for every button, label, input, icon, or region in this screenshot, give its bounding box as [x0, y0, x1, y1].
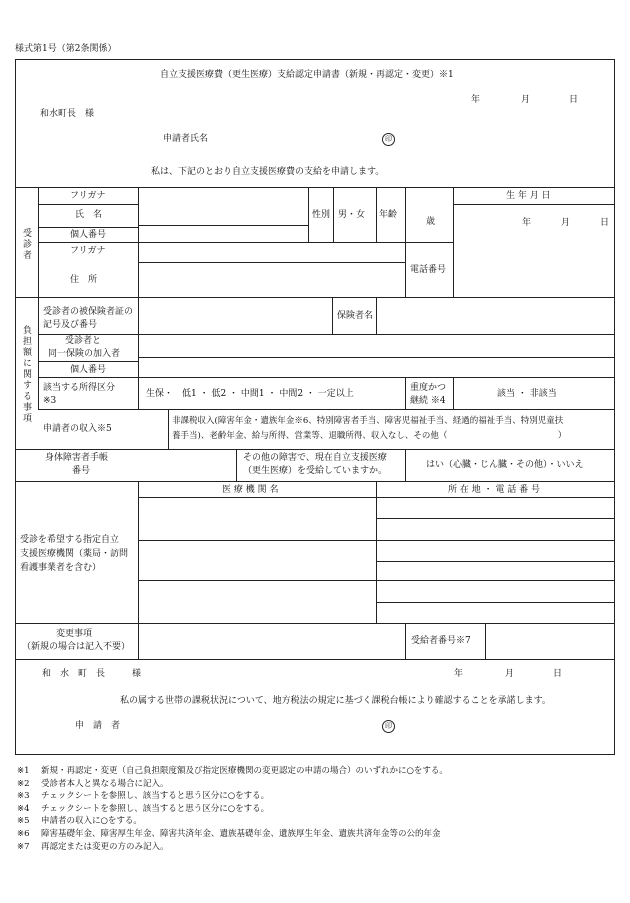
institution-name-header: 医 療 機 関 名	[222, 485, 279, 495]
birth-day: 日	[600, 218, 610, 228]
footnote	[17, 817, 142, 826]
change-label: 変更事項	[56, 629, 93, 639]
birth-year: 年	[522, 218, 532, 228]
footnote-key: ※3	[17, 791, 30, 802]
name-label: 氏 名	[75, 210, 103, 220]
footnote-text: 申請者の収入に○をする。	[41, 816, 142, 827]
footnote-text: 新規・再認定・変更（自己負担限度額及び指定医療機関の変更認定の申請の場合）のいずれかに○をする。	[41, 766, 448, 776]
insurer-name-label: 保険者名	[337, 311, 374, 321]
severe-label2: 継続 ※4	[410, 396, 446, 406]
footnote	[17, 780, 169, 789]
header-day: 日	[569, 95, 579, 105]
footnote-key: ※6	[17, 829, 30, 839]
burden-section-label: 負担額に関する事項	[21, 325, 31, 424]
birth-month: 月	[561, 218, 571, 228]
consent-seal: 印	[382, 720, 395, 733]
form-title: 自立支援医療費（更生医療）支給認定申請書（新規・再認定・変更）※1	[160, 70, 454, 80]
patient-section-label: 受診者	[21, 228, 31, 261]
change-note: （新規の場合は記入不要）	[22, 642, 131, 652]
applicant-name-label: 申請者氏名	[163, 134, 209, 144]
sex-value[interactable]: 男・女	[338, 210, 366, 220]
same-insurance-line3: 個人番号	[70, 365, 107, 375]
phone-label: 電話番号	[410, 265, 447, 275]
footnote	[17, 767, 448, 776]
disability-cert-number: 番号	[72, 466, 91, 476]
furigana-label: フリガナ	[70, 191, 106, 201]
address-label: 住 所	[70, 275, 98, 285]
footnote-key: ※2	[17, 778, 30, 789]
id-number-label: 個人番号	[70, 230, 107, 240]
institution-label-2: 支援医療機関（薬局・訪問	[20, 549, 129, 559]
form-id: 様式第1号（第2条関係）	[15, 44, 117, 54]
applicant-seal: 印	[382, 133, 395, 146]
footnote-text: 障害基礎年金、障害厚生年金、障害共済年金、遺族基礎年金、遺族厚生年金、遺族共済年金等の公的年金	[41, 829, 441, 839]
footnote-text: 受診者本人と異なる場合に記入。	[41, 778, 169, 789]
institution-address-header: 所 在 地 ・ 電 話 番 号	[448, 485, 541, 495]
insurance-card-label: 受診者の被保険者証の記号及び番号	[43, 307, 134, 330]
age-label: 年齢	[379, 210, 398, 220]
sex-label: 性別	[312, 210, 331, 220]
footnote-text: 再認定または変更の方のみ記入。	[41, 841, 169, 852]
footnote	[17, 830, 441, 839]
footnote	[17, 792, 269, 801]
other-disability-answer[interactable]: はい（心臓・じん臓・その他）・いいえ	[426, 460, 584, 470]
other-disability-q2: （更生医療）を受給していますか。	[243, 466, 388, 476]
consent-text: 私の属する世帯の課税状況について、地方税法の規定に基づく課税台帳により確認することを承諾します。	[120, 696, 551, 706]
same-insurance-line2: 同一保険の加入者	[48, 349, 121, 359]
furigana2-label: フリガナ	[70, 246, 106, 256]
header-year: 年	[471, 95, 481, 105]
footnote-text: チェックシートを参照し、該当すると思う区分に○をする。	[41, 791, 270, 802]
birth-date-label: 生 年 月 日	[506, 191, 551, 201]
footnote-key: ※5	[17, 816, 30, 827]
severe-label: 重度かつ	[410, 383, 447, 393]
income-class-options[interactable]: 生保・ 低1 ・ 低2 ・ 中間1 ・ 中間2 ・ 一定以上	[146, 389, 354, 399]
footnote	[17, 805, 269, 814]
consent-applicant-label: 申 請 者	[75, 721, 121, 731]
income-label: 申請者の収入※5	[43, 424, 112, 434]
footnote	[17, 843, 169, 852]
footnote-key: ※7	[17, 841, 30, 852]
application-statement: 私は、下記のとおり自立支援医療費の支給を申請します。	[151, 167, 385, 177]
income-options-line1[interactable]: 非課税収入(障害年金・遺族年金※6、特別障害者手当、障害児福祉手当、経過的福祉手当、特別児童扶	[172, 416, 564, 426]
income-class-note: ※3	[43, 396, 57, 406]
consent-addressee: 和 水 町 長 様	[42, 669, 142, 679]
same-insurance-line1: 受診者と	[65, 336, 102, 346]
consent-year: 年	[454, 669, 464, 679]
age-unit: 歳	[426, 217, 436, 227]
header-month: 月	[521, 95, 531, 105]
footnote-text: チェックシートを参照し、該当すると思う区分に○をする。	[41, 803, 270, 814]
income-options-line2[interactable]: 養手当)、老齢年金、給与所得、営業等、退職所得、収入なし、その他（ ）	[172, 431, 567, 441]
severe-options[interactable]: 該当 ・ 非該当	[497, 389, 557, 399]
consent-day: 日	[553, 669, 563, 679]
footnote-key: ※1	[17, 766, 30, 776]
institution-label-3: 看護事業者を含む）	[20, 563, 102, 573]
disability-cert-label: 身体障害者手帳	[45, 453, 109, 463]
recipient-number-label: 受給者番号※7	[411, 636, 471, 646]
consent-month: 月	[505, 669, 515, 679]
footnote-key: ※4	[17, 803, 30, 814]
addressee: 和水町長 様	[40, 109, 95, 119]
income-class-label: 該当する所得区分	[43, 383, 116, 393]
other-disability-q1: その他の障害で、現在自立支援医療	[243, 453, 387, 463]
institution-label-1: 受診を希望する指定自立	[20, 535, 120, 545]
